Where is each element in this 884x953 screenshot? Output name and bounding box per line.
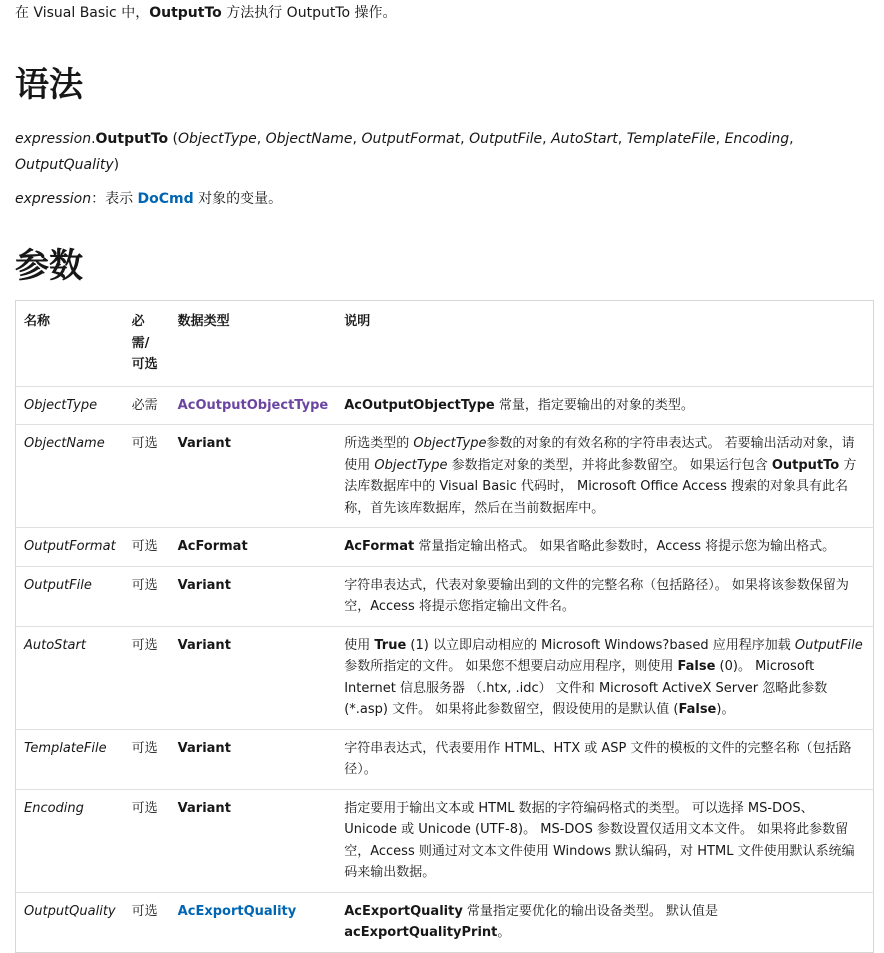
- param-type: Variant: [177, 800, 231, 816]
- param-required: 可选: [124, 892, 170, 952]
- param-type-cell: [170, 386, 337, 425]
- table-row: [16, 425, 874, 528]
- param-description: [336, 729, 873, 789]
- param-required: 可选: [124, 528, 170, 567]
- param-required: 可选: [124, 626, 170, 729]
- header-required: 必需/可选: [131, 314, 158, 372]
- description-segment: 常量指定输出格式。 如果省略此参数时，Access 将提示您为输出格式。: [414, 539, 836, 554]
- intro-paragraph: [15, 0, 884, 23]
- param-type-cell: [170, 789, 337, 892]
- description-segment: 参数指定对象的类型，并将此参数留空。 如果运行包含: [447, 457, 772, 473]
- param-description: [336, 566, 873, 626]
- parameters-body: [16, 386, 874, 952]
- intro-prefix: 在 Visual Basic 中，: [15, 5, 150, 21]
- table-row: [16, 789, 874, 892]
- description-segment: 字符串表达式，代表要用作 HTML、HTX 或 ASP 文件的模板的文件的完整名称（包括路径）。: [344, 740, 852, 777]
- table-header-row: [16, 301, 874, 387]
- param-description: [336, 789, 873, 892]
- intro-method: OutputTo: [149, 5, 222, 21]
- param-type: Variant: [177, 740, 231, 756]
- header-type: 数据类型: [177, 314, 230, 329]
- param-type: Variant: [177, 577, 231, 593]
- param-type: AcFormat: [177, 539, 248, 554]
- param-name: OutputFile: [16, 566, 124, 626]
- param-description: [336, 626, 873, 729]
- syntax-arg: OutputFile: [469, 131, 543, 147]
- table-row: [16, 729, 874, 789]
- docmd-link[interactable]: DoCmd: [137, 191, 194, 207]
- param-type-cell: [170, 425, 337, 528]
- param-description: [336, 425, 873, 528]
- syntax-separator: ,: [460, 131, 470, 147]
- param-name: OutputFormat: [16, 528, 124, 567]
- param-name: ObjectName: [16, 425, 124, 528]
- description-segment: (1) 以立即启动相应的 Microsoft Windows?based 应用程序加载: [406, 637, 795, 653]
- syntax-separator: ,: [715, 131, 725, 147]
- description-segment: 所选类型的: [344, 436, 414, 451]
- param-name: Encoding: [16, 789, 124, 892]
- expression-term: expression: [15, 191, 92, 207]
- syntax-arg: TemplateFile: [626, 131, 716, 147]
- syntax-signature: [15, 126, 860, 178]
- syntax-arg: ObjectType: [178, 131, 257, 147]
- syntax-expression: expression: [15, 131, 92, 147]
- description-segment: True: [374, 637, 407, 653]
- description-segment: ObjectType: [374, 457, 448, 473]
- table-row: [16, 386, 874, 425]
- parameters-table: [15, 300, 874, 953]
- param-name: ObjectType: [16, 386, 124, 425]
- table-row: [16, 626, 874, 729]
- param-description: [336, 892, 873, 952]
- description-segment: AcOutputObjectType: [344, 397, 495, 413]
- syntax-open-paren: (: [168, 131, 179, 147]
- description-segment: 方法库数据库中的 Visual Basic 代码时， Microsoft Office Access 搜索的对象具有此名称，首先该库数据库，然后在当前数据库中。: [344, 457, 857, 516]
- syntax-separator: ,: [617, 131, 627, 147]
- syntax-separator: ,: [789, 131, 794, 147]
- description-segment: )。: [716, 702, 735, 717]
- table-row: [16, 892, 874, 952]
- description-segment: AcFormat: [344, 539, 415, 554]
- syntax-method: OutputTo: [95, 131, 169, 147]
- param-name: OutputQuality: [16, 892, 124, 952]
- syntax-dot: .: [91, 131, 96, 147]
- syntax-heading: 语法: [15, 65, 83, 105]
- param-required: 可选: [124, 789, 170, 892]
- syntax-arg: ObjectName: [265, 131, 353, 147]
- param-type-cell: [170, 626, 337, 729]
- parameters-heading: 参数: [15, 246, 83, 286]
- table-row: [16, 528, 874, 567]
- description-segment: 字符串表达式，代表对象要输出到的文件的完整名称（包括路径）。 如果将该参数保留为空，Access 将提示您指定输出文件名。: [344, 577, 849, 614]
- param-required: 可选: [124, 729, 170, 789]
- syntax-arg: Encoding: [724, 131, 790, 147]
- description-segment: 参数所指定的文件。 如果您不想要启动应用程序，则使用: [344, 659, 678, 674]
- param-type: Variant: [177, 436, 231, 451]
- table-row: [16, 566, 874, 626]
- param-type: Variant: [177, 637, 231, 653]
- description-segment: AcExportQuality: [344, 903, 463, 919]
- param-type-cell: [170, 892, 337, 952]
- param-name: AutoStart: [16, 626, 124, 729]
- description-segment: 常量，指定要输出的对象的类型。: [494, 397, 694, 413]
- param-type-cell: [170, 528, 337, 567]
- param-required: 可选: [124, 566, 170, 626]
- syntax-arg: AutoStart: [551, 131, 618, 147]
- intro-suffix: 方法执行 OutputTo 操作。: [221, 5, 397, 21]
- param-required: 可选: [124, 425, 170, 528]
- description-segment: 。: [497, 925, 511, 940]
- description-segment: ObjectType: [413, 436, 487, 451]
- description-segment: False: [678, 702, 717, 717]
- syntax-arg: OutputFormat: [361, 131, 461, 147]
- expression-middle: ：表示: [91, 191, 138, 207]
- param-description: [336, 386, 873, 425]
- syntax-separator: ,: [352, 131, 362, 147]
- expression-description: [15, 186, 884, 212]
- description-segment: 参数的对象的有效名称的字符串表达式。 若要输出活动对象，请使用: [344, 436, 855, 473]
- param-name: TemplateFile: [16, 729, 124, 789]
- description-segment: OutputTo: [771, 457, 840, 473]
- expression-suffix: 对象的变量。: [193, 191, 283, 207]
- description-segment: 使用: [344, 637, 375, 653]
- syntax-close-paren: ): [113, 157, 120, 173]
- description-segment: 指定要用于输出文本或 HTML 数据的字符编码格式的类型。 可以选择 MS-DOS、Unicode 或 Unicode (UTF-8)。 MS-DOS 参数设置仅适用文本文件。 如果将此参数留空，Access 则通过对文本文件使用 Windows 默认编码，对 HTML 文件使用默认系统编码来输出数据。: [344, 800, 855, 880]
- description-segment: acExportQualityPrint: [344, 925, 498, 940]
- description-segment: False: [677, 659, 716, 674]
- param-type-cell: [170, 566, 337, 626]
- param-type-link[interactable]: AcOutputObjectType: [177, 397, 329, 413]
- param-type-link[interactable]: AcExportQuality: [177, 903, 297, 919]
- header-description: 说明: [344, 314, 371, 329]
- description-segment: OutputFile: [794, 637, 863, 653]
- description-segment: (0)。 Microsoft Internet 信息服务器 （.htx, .idc） 文件和 Microsoft ActiveX Server 忽略此参数 (*.asp) 文件。 如果将此参数留空，假设使用的是默认值 (: [344, 659, 828, 717]
- description-segment: 常量指定要优化的输出设备类型。 默认值是: [462, 903, 719, 919]
- syntax-separator: ,: [542, 131, 552, 147]
- param-type-cell: [170, 729, 337, 789]
- syntax-arg: OutputQuality: [15, 157, 114, 173]
- param-description: [336, 528, 873, 567]
- param-required: 必需: [124, 386, 170, 425]
- header-name: 名称: [24, 314, 51, 329]
- syntax-separator: ,: [256, 131, 266, 147]
